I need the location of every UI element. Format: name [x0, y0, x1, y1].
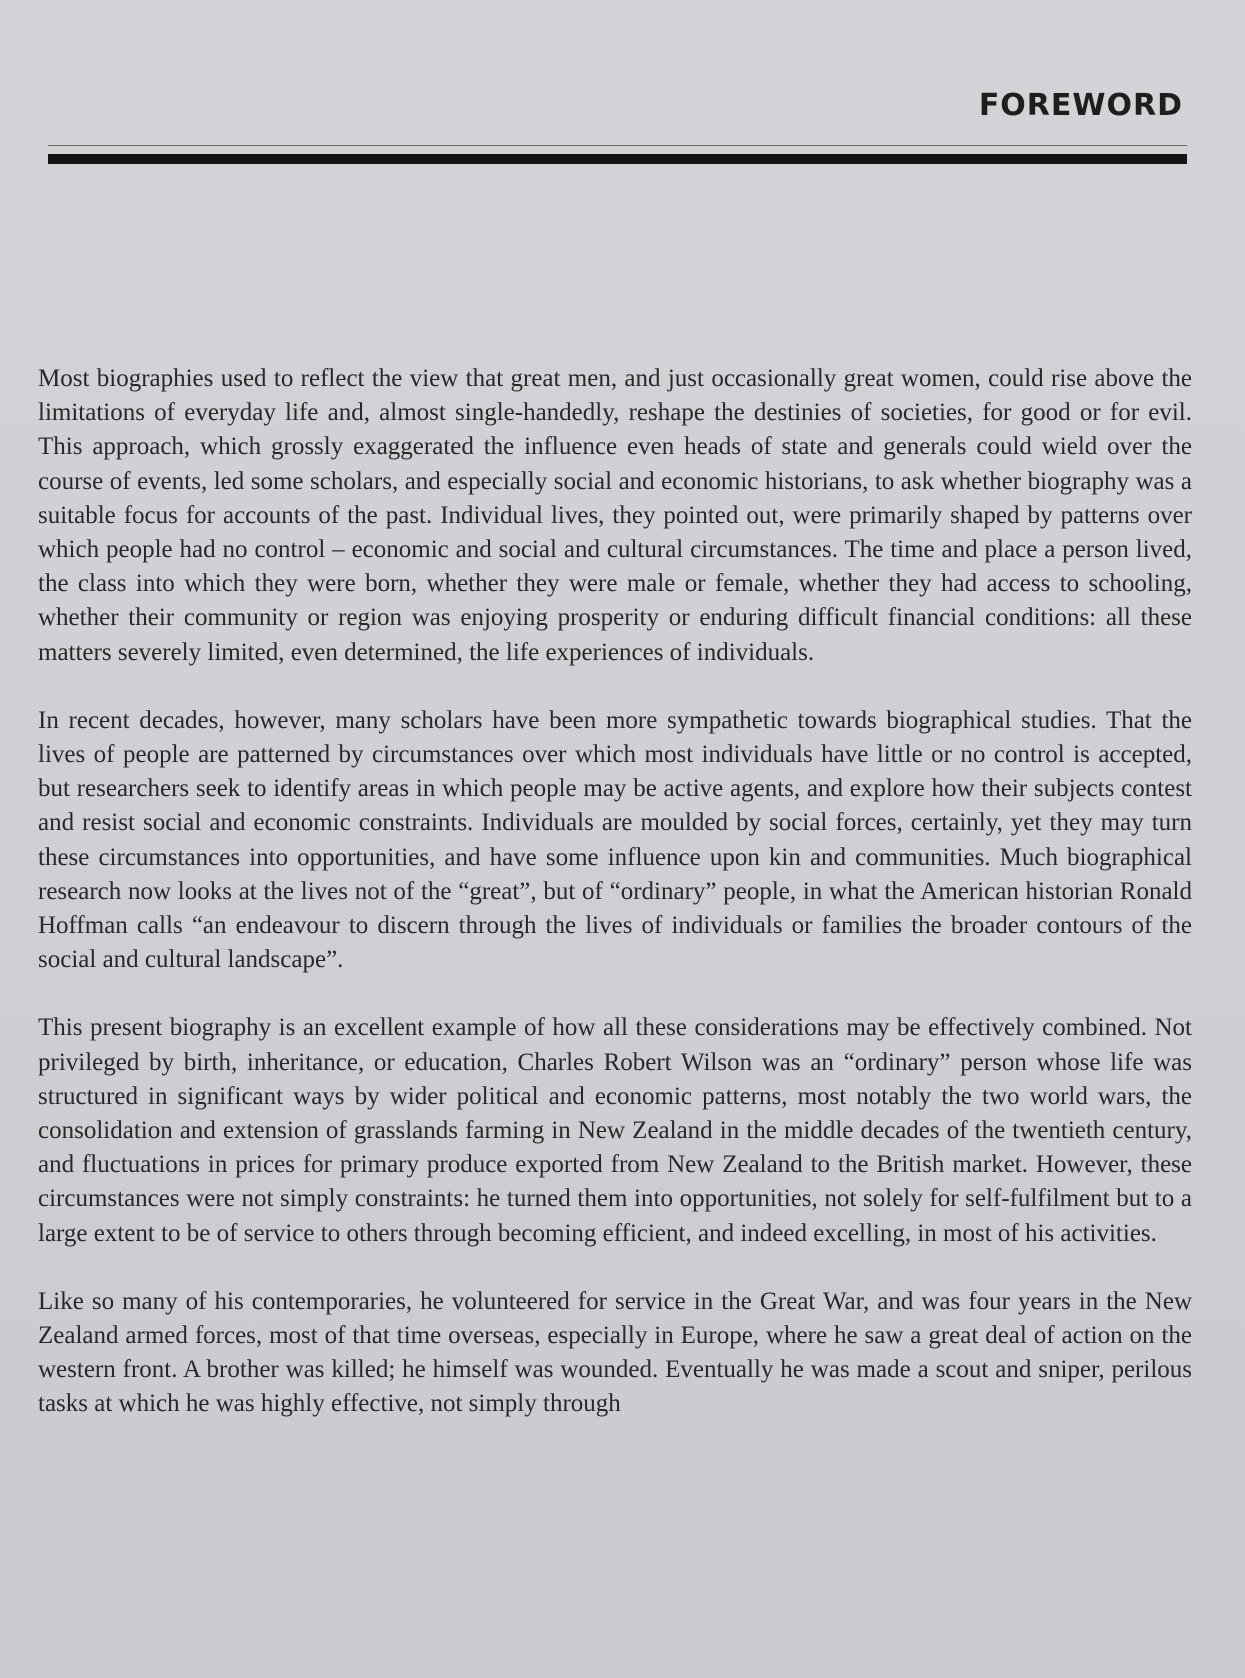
- section-heading: FOREWORD: [978, 88, 1183, 123]
- paragraph-4: Like so many of his contemporaries, he volunteered for service in the Great War, and was four years in the New Zealand armed forces, most of that time overseas, especially in Europe, where he saw a great deal of action on the western front. A brother was killed; he himself was wounded. Eventually he was made a scout and sniper, perilous tasks at which he was highly effective, not simply through: [38, 1287, 1192, 1418]
- heading-thin-rule: [48, 145, 1187, 146]
- paragraph-3: This present biography is an excellent example of how all these considerations may be effectively combined. Not privileged by birth, inheritance, or education, Charles Robert Wilson was an “ordinary” person whose life was structured in significant ways by wider political and economic patterns, most notably the two world wars, the consolidation and extension of grasslands farming in New Zealand in the middle decades of the twentieth century, and fluctuations in prices for primary produce exported from New Zealand to the British market. However, these circumstances were not simply constraints: he turned them into opportunities, not solely for self-fulfilment but to a large extent to be of service to others through becoming efficient, and indeed excelling, in most of his activities.: [38, 1014, 1192, 1247]
- heading-thick-rule: [48, 154, 1187, 164]
- paragraph-1: Most biographies used to reflect the view that great men, and just occasionally great women, could rise above the limitations of everyday life and, almost single-handedly, reshape the destinies of societies, for good or for evil. This approach, which grossly exaggerated the influence even heads of state and generals could wield over the course of events, led some scholars, and especially social and economic historians, to ask whether biography was a suitable focus for accounts of the past. Individual lives, they pointed out, were primarily shaped by patterns over which people had no control – economic and social and cultural circumstances. The time and place a person lived, the class into which they were born, whether they were male or female, whether they had access to schooling, whether their community or region was enjoying prosperity or enduring difficult financial conditions: all these matters severely limited, even determined, the life experiences of individuals.: [38, 365, 1192, 666]
- paragraph-2: In recent decades, however, many scholars have been more sympathetic towards biographical studies. That the lives of people are patterned by circumstances over which most individuals have little or no control is accepted, but researchers seek to identify areas in which people may be active agents, and explore how their subjects contest and resist social and economic constraints. Individuals are moulded by social forces, certainly, yet they may turn these circumstances into opportunities, and have some influence upon kin and communities. Much biographical research now looks at the lives not of the “great”, but of “ordinary” people, in what the American historian Ronald Hoffman calls “an endeavour to discern through the lives of individuals or families the broader contours of the social and cultural landscape”.: [38, 706, 1192, 974]
- body-text: [38, 362, 1192, 1422]
